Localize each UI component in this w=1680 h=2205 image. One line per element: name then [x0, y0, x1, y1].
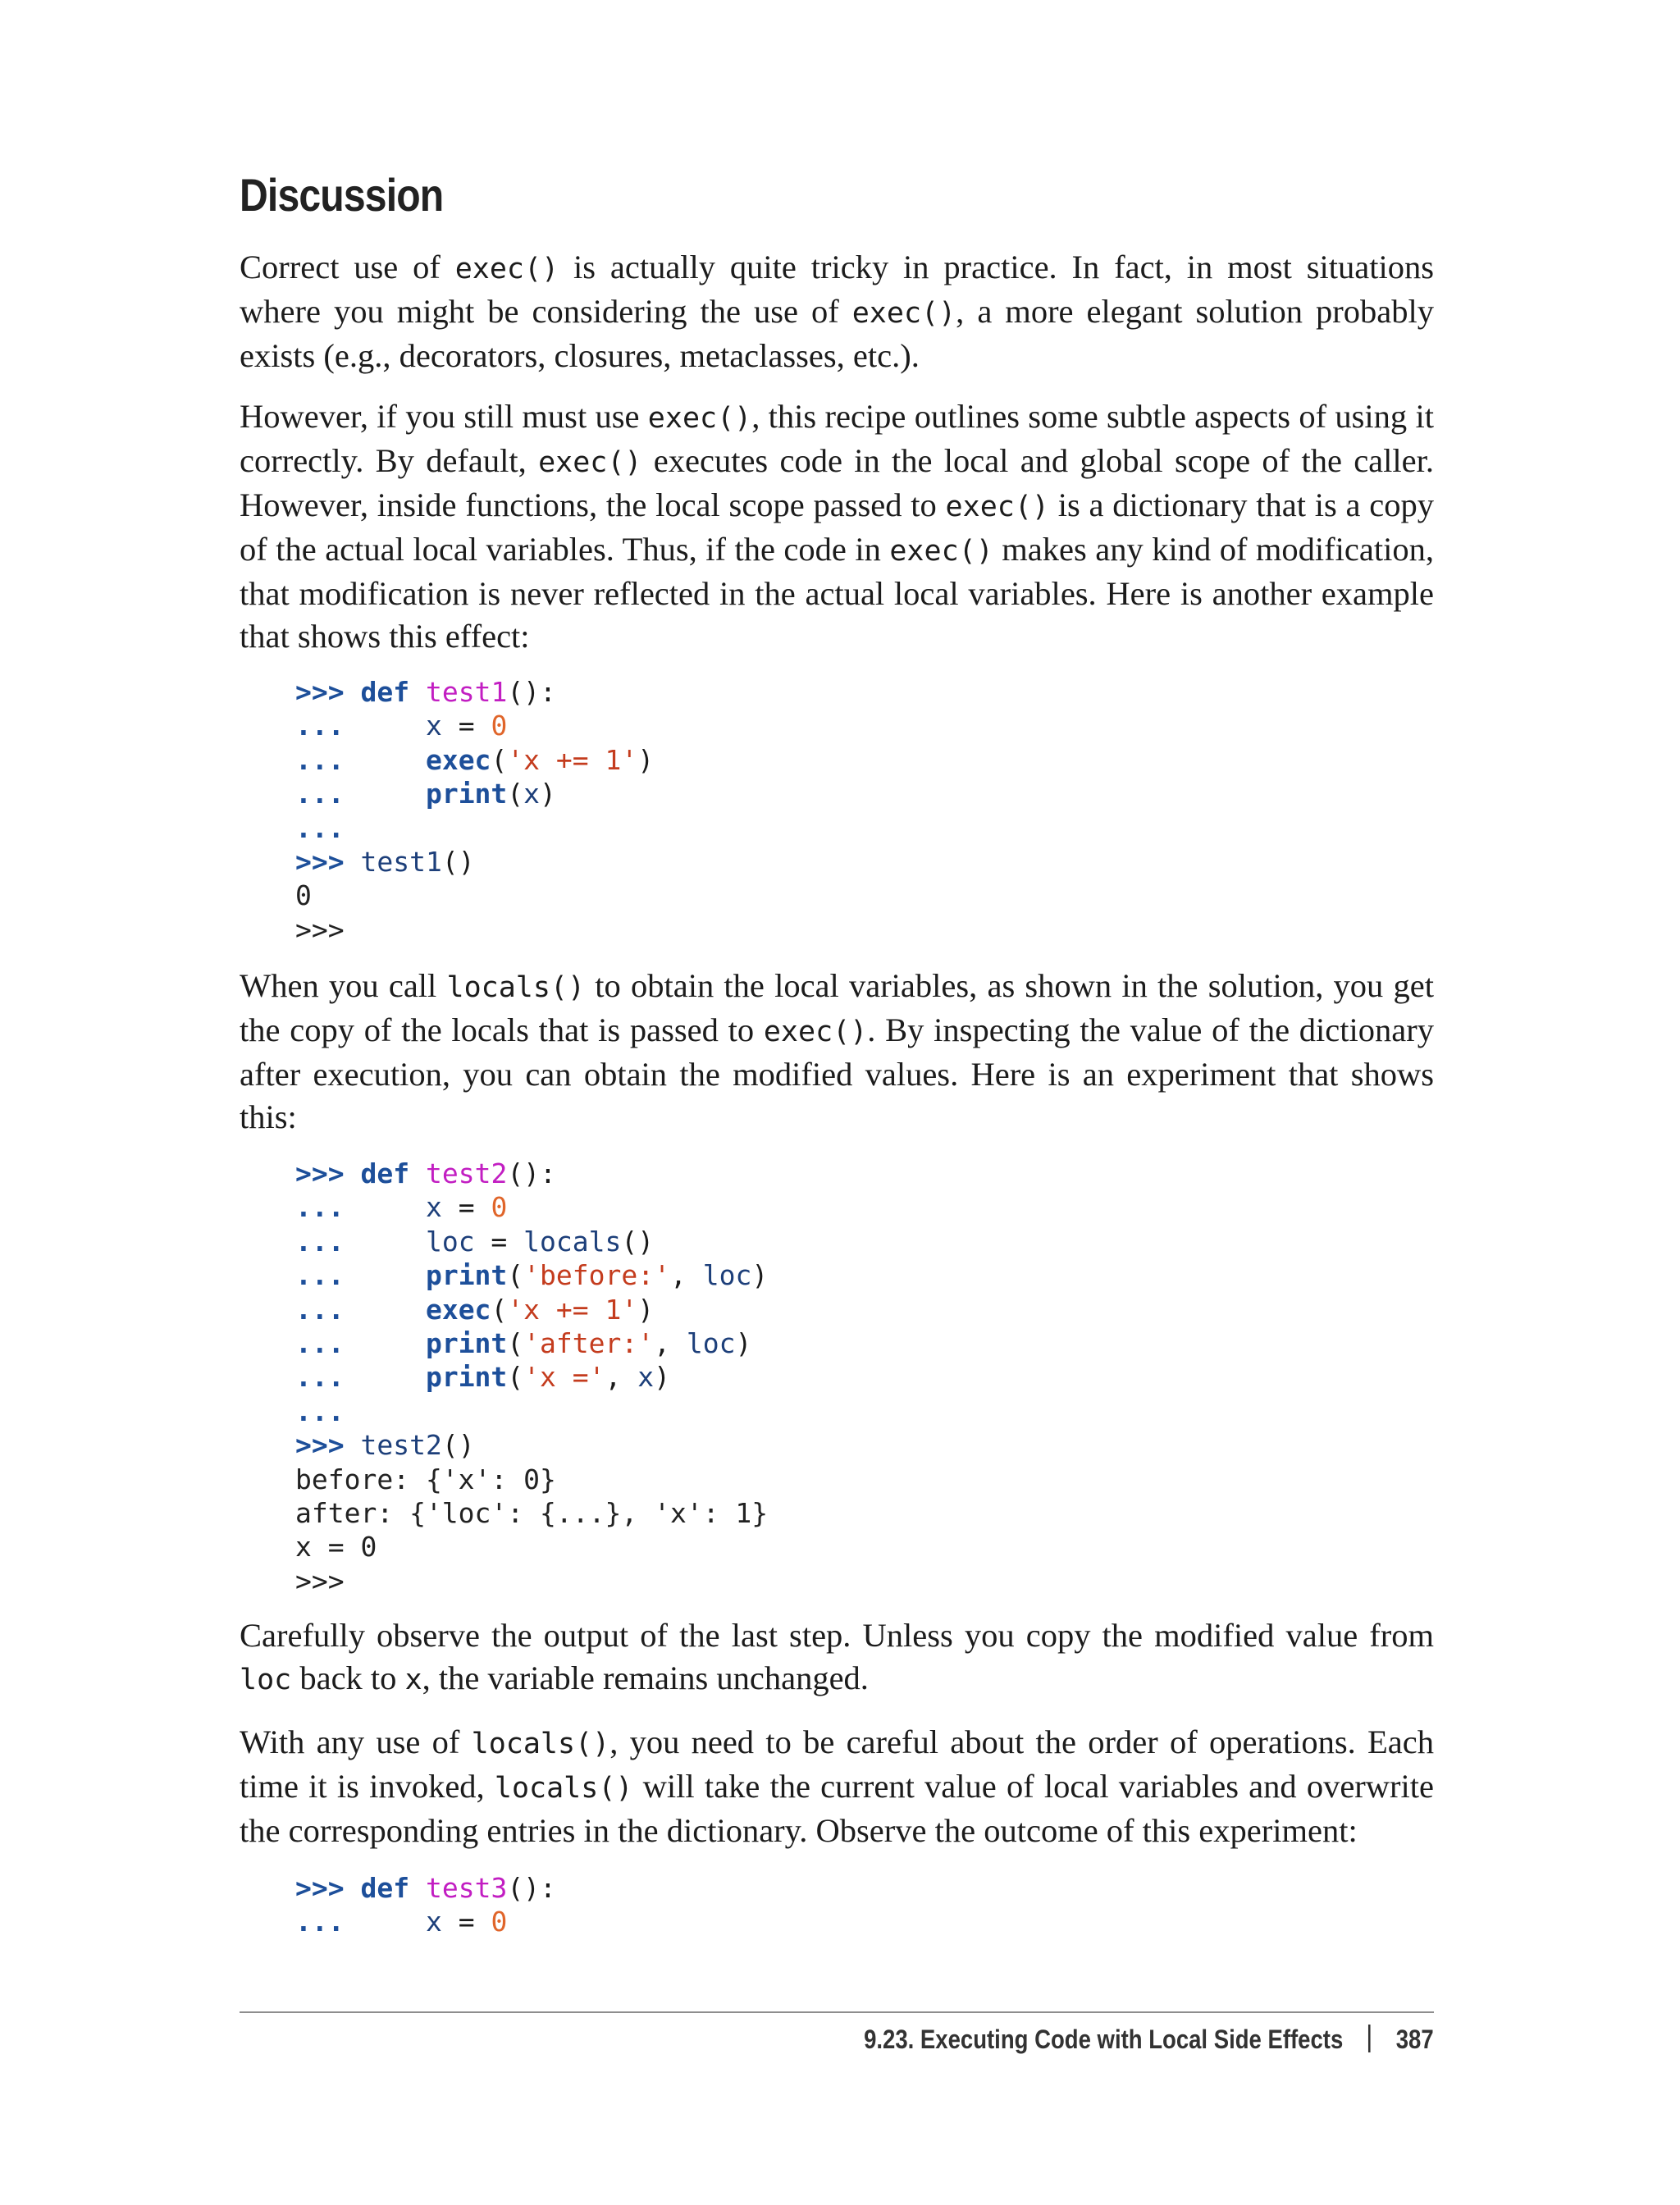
footer-section-title: 9.23. Executing Code with Local Side Effects [864, 2025, 1344, 2054]
text-run: Carefully observe the output of the last step. Unless you copy the modified value from [240, 1617, 1434, 1654]
text-run: , this recipe outlines some subtle aspects of using it correctly. By default, [240, 398, 1434, 479]
text-run: to obtain the local variables, as shown in the solution, you get the copy of the locals that is passed to [240, 967, 1434, 1048]
text-run: makes any kind of modification, that modification is never reflected in the actual local variables. Here is another example that shows this effect: [240, 531, 1434, 655]
inline-code: locals() [471, 1728, 610, 1760]
paragraph-4 [240, 1614, 1434, 1701]
inline-code: exec() [851, 297, 956, 330]
paragraph-1 [240, 246, 1434, 377]
text-run: With any use of [240, 1723, 472, 1760]
inline-code: exec() [538, 446, 642, 479]
page-number: 387 [1396, 2025, 1434, 2054]
code-block-2: >>> def test2(): ... x = 0 ... loc = locals() ... print('before:', loc) ... exec('x += 1') ... print('after:', loc) ... print('x =', x) ... >>> test2() before: {'x': 0} after: {'loc': {...}, 'x': 1} x = 0 >>> [295, 1157, 769, 1597]
text-run: back to [291, 1659, 405, 1696]
running-footer [864, 2025, 1434, 2055]
inline-code: locals() [446, 971, 586, 1004]
paragraph-3 [240, 965, 1434, 1139]
inline-code: locals() [494, 1772, 633, 1805]
code-block-1: >>> def test1(): ... x = 0 ... exec('x += 1') ... print(x) ... >>> test1() 0 >>> [295, 676, 655, 946]
inline-code: exec() [454, 253, 559, 285]
text-run: , the variable remains unchanged. [422, 1659, 869, 1696]
code-block-3: >>> def test3(): ... x = 0 [295, 1872, 556, 1938]
text-run: Correct use of [240, 249, 455, 285]
inline-code: loc [240, 1664, 292, 1696]
section-heading: Discussion [240, 169, 444, 221]
text-run: executes code in the local and global scope of the caller. However, inside functions, the local scope passed to [240, 442, 1435, 523]
footer-separator [1369, 2025, 1372, 2052]
text-run: is actually quite tricky in practice. In fact, in most situations where you might be considering the use of [240, 249, 1434, 330]
inline-code: x [404, 1664, 422, 1696]
footer-rule [240, 2011, 1434, 2013]
inline-code: exec() [763, 1016, 868, 1048]
paragraph-2 [240, 395, 1434, 658]
text-run: . By inspecting the value of the dictionary after execution, you can obtain the modified values. Here is an experiment that shows this: [240, 1011, 1434, 1135]
text-run: , you need to be careful about the order of operations. Each time it is invoked, [240, 1723, 1434, 1805]
inline-code: exec() [889, 535, 993, 568]
inline-code: exec() [647, 402, 752, 435]
text-run: will take the current value of local variables and overwrite the corresponding entries in the dictionary. Observe the outcome of this experiment: [240, 1768, 1435, 1849]
inline-code: exec() [945, 491, 1049, 523]
text-run: When you call [240, 967, 447, 1004]
text-run: However, if you still must use [240, 398, 648, 435]
text-run: , a more elegant solution probably exists (e.g., decorators, closures, metaclasses, etc.). [240, 293, 1434, 374]
text-run: is a dictionary that is a copy of the actual local variables. Thus, if the code in [240, 486, 1434, 568]
paragraph-5 [240, 1721, 1434, 1852]
